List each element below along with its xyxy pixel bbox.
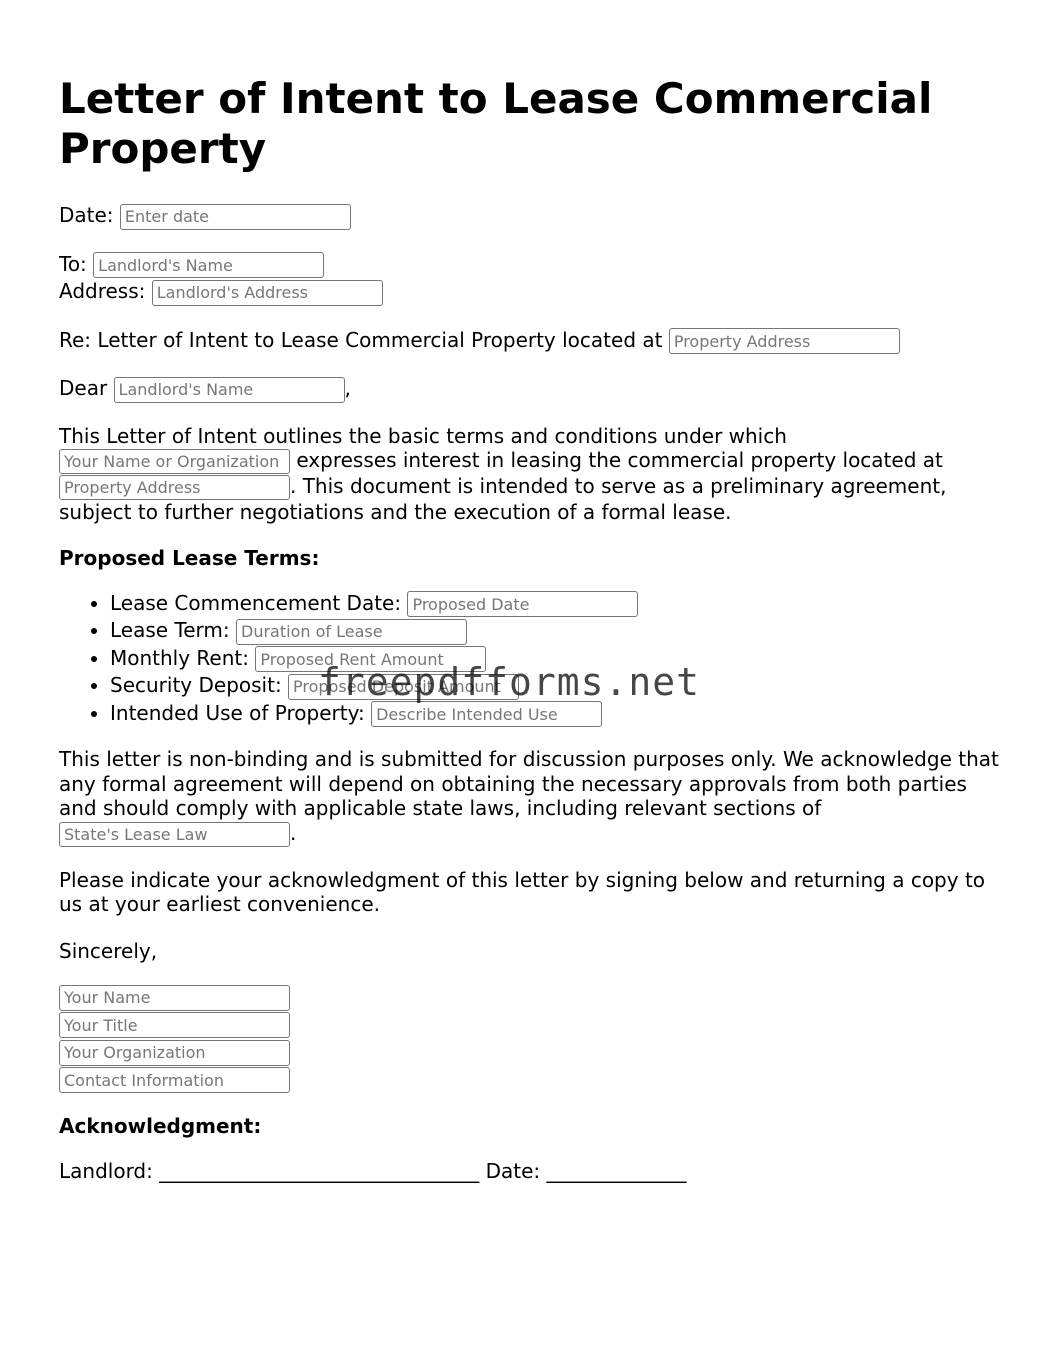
- commencement-date-input[interactable]: [407, 591, 638, 617]
- terms-heading: Proposed Lease Terms:: [59, 545, 320, 570]
- page-title: Letter of Intent to Lease Commercial Property: [59, 74, 933, 173]
- ack-date-label: Date:: [485, 1158, 541, 1183]
- signer-name-input[interactable]: [59, 985, 290, 1011]
- security-deposit-input[interactable]: [288, 674, 519, 700]
- intro-paragraph: [59, 424, 999, 525]
- landlord-label: Landlord:: [59, 1158, 153, 1183]
- property-address-input[interactable]: [669, 328, 900, 354]
- list-item: [110, 617, 999, 645]
- date-row: [59, 202, 999, 230]
- address-label: Address:: [59, 279, 146, 303]
- intro-property-address-input[interactable]: [59, 475, 290, 500]
- lease-term-input[interactable]: [236, 619, 467, 645]
- landlord-address-input[interactable]: [152, 280, 383, 306]
- date-input[interactable]: [120, 204, 351, 230]
- intro-text-3: . This document is intended to serve as a preliminary agreement, subject to further negotiations and the execution of a formal lease.: [59, 474, 947, 524]
- to-label: To:: [59, 251, 87, 276]
- date-label: Date:: [59, 203, 114, 227]
- landlord-name-input[interactable]: [93, 252, 324, 278]
- signer-organization-input[interactable]: [59, 1040, 290, 1066]
- dear-label: Dear: [59, 376, 108, 400]
- re-row: [59, 327, 999, 355]
- re-text: Re: Letter of Intent to Lease Commercial Property located at: [59, 327, 663, 352]
- binding-text: This letter is non-binding and is submitted for discussion purposes only. We acknowledge that any formal agreement will depend on obtaining the necessary approvals from both parties and should comply with applicable state laws, including relevant sections of: [59, 747, 999, 820]
- signature-block: [59, 985, 999, 1094]
- acknowledgment-row: [59, 1158, 999, 1185]
- list-item: [110, 700, 999, 728]
- closing: Sincerely,: [59, 938, 158, 963]
- ack-date-line: ______________: [546, 1158, 687, 1183]
- landlord-signature-line: ________________________________: [159, 1158, 480, 1183]
- signer-contact-input[interactable]: [59, 1067, 290, 1093]
- list-item: [110, 645, 999, 673]
- salutation-comma: ,: [344, 376, 351, 400]
- intro-text-1: This Letter of Intent outlines the basic terms and conditions under which: [59, 423, 787, 448]
- list-item: [110, 672, 999, 700]
- intro-text-2: expresses interest in leasing the commercial property located at: [290, 448, 943, 472]
- terms-list: [59, 590, 999, 728]
- state-law-input[interactable]: [59, 822, 290, 847]
- term-label: Lease Commencement Date:: [110, 590, 402, 615]
- term-label: Monthly Rent:: [110, 645, 249, 670]
- tenant-name-input[interactable]: [59, 449, 290, 474]
- salutation-name-input[interactable]: [114, 377, 345, 403]
- term-label: Security Deposit:: [110, 673, 282, 697]
- acknowledgment-heading: Acknowledgment:: [59, 1113, 262, 1138]
- document: [59, 74, 999, 1185]
- to-row: [59, 251, 999, 279]
- binding-paragraph: [59, 747, 999, 847]
- intended-use-input[interactable]: [371, 701, 602, 727]
- monthly-rent-input[interactable]: [255, 646, 486, 672]
- binding-period: .: [290, 820, 297, 845]
- term-label: Intended Use of Property:: [110, 700, 365, 725]
- term-label: Lease Term:: [110, 618, 230, 642]
- salutation-row: [59, 375, 999, 403]
- watermark: freepdfforms.net: [318, 660, 701, 704]
- address-row: [59, 278, 999, 306]
- signer-title-input[interactable]: [59, 1012, 290, 1038]
- request-paragraph: Please indicate your acknowledgment of this letter by signing below and returning a copy to us at your earliest convenience.: [59, 867, 986, 916]
- list-item: [110, 590, 999, 618]
